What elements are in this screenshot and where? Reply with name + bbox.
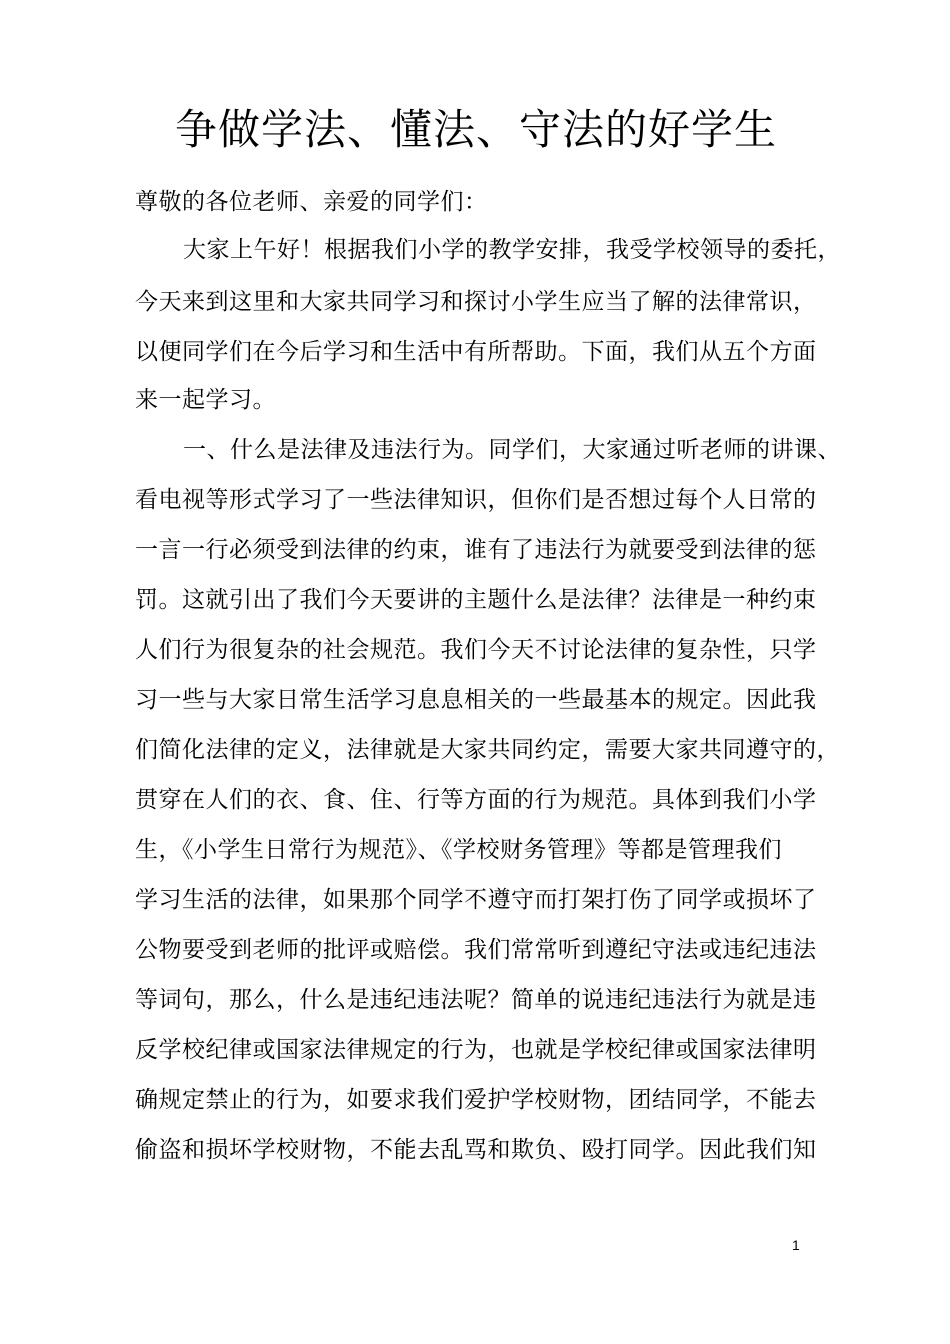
document-title: 争做学法、懂法、守法的好学生 (175, 105, 778, 154)
paragraph-line: 反学校纪律或国家法律规定的行为，也就是学校纪律或国家法律明 (135, 1037, 817, 1063)
paragraph-line: 一、什么是法律及违法行为。同学们，大家通过听老师的讲课、 (183, 437, 841, 463)
paragraph-line: 生，《小学生日常行为规范》、《学校财务管理》等都是管理我们 (135, 837, 782, 863)
paragraph-line: 贯穿在人们的衣、食、住、行等方面的行为规范。具体到我们小学 (135, 787, 817, 813)
paragraph-line: 大家上午好！根据我们小学的教学安排，我受学校领导的委托， (183, 237, 841, 263)
paragraph-line: 一言一行必须受到法律的约束，谁有了违法行为就要受到法律的惩 (135, 537, 817, 563)
paragraph-line: 等词句，那么，什么是违纪违法呢？简单的说违纪违法行为就是违 (135, 987, 817, 1013)
paragraph-line: 以便同学们在今后学习和生活中有所帮助。下面，我们从五个方面 (135, 339, 817, 365)
paragraph-line: 习一些与大家日常生活学习息息相关的一些最基本的规定。因此我 (135, 687, 817, 713)
salutation-line: 尊敬的各位老师、亲爱的同学们： (135, 189, 488, 215)
paragraph-line: 公物要受到老师的批评或赔偿。我们常常听到遵纪守法或违纪违法 (135, 937, 817, 963)
paragraph-line: 偷盗和损坏学校财物，不能去乱骂和欺负、殴打同学。因此我们知 (135, 1137, 817, 1163)
page-number: 1 (792, 1237, 800, 1253)
paragraph-line: 学习生活的法律，如果那个同学不遵守而打架打伤了同学或损坏了 (135, 887, 817, 913)
paragraph-line: 今天来到这里和大家共同学习和探讨小学生应当了解的法律常识， (135, 289, 817, 315)
paragraph-line: 们简化法律的定义，法律就是大家共同约定，需要大家共同遵守的， (135, 737, 840, 763)
paragraph-line: 罚。这就引出了我们今天要讲的主题什么是法律？法律是一种约束 (135, 587, 817, 613)
paragraph-line: 确规定禁止的行为，如要求我们爱护学校财物，团结同学，不能去 (135, 1087, 817, 1113)
paragraph-line: 人们行为很复杂的社会规范。我们今天不讨论法律的复杂性，只学 (135, 637, 817, 663)
paragraph-line: 看电视等形式学习了一些法律知识，但你们是否想过每个人日常的 (135, 487, 817, 513)
paragraph-line: 来一起学习。 (135, 387, 276, 413)
